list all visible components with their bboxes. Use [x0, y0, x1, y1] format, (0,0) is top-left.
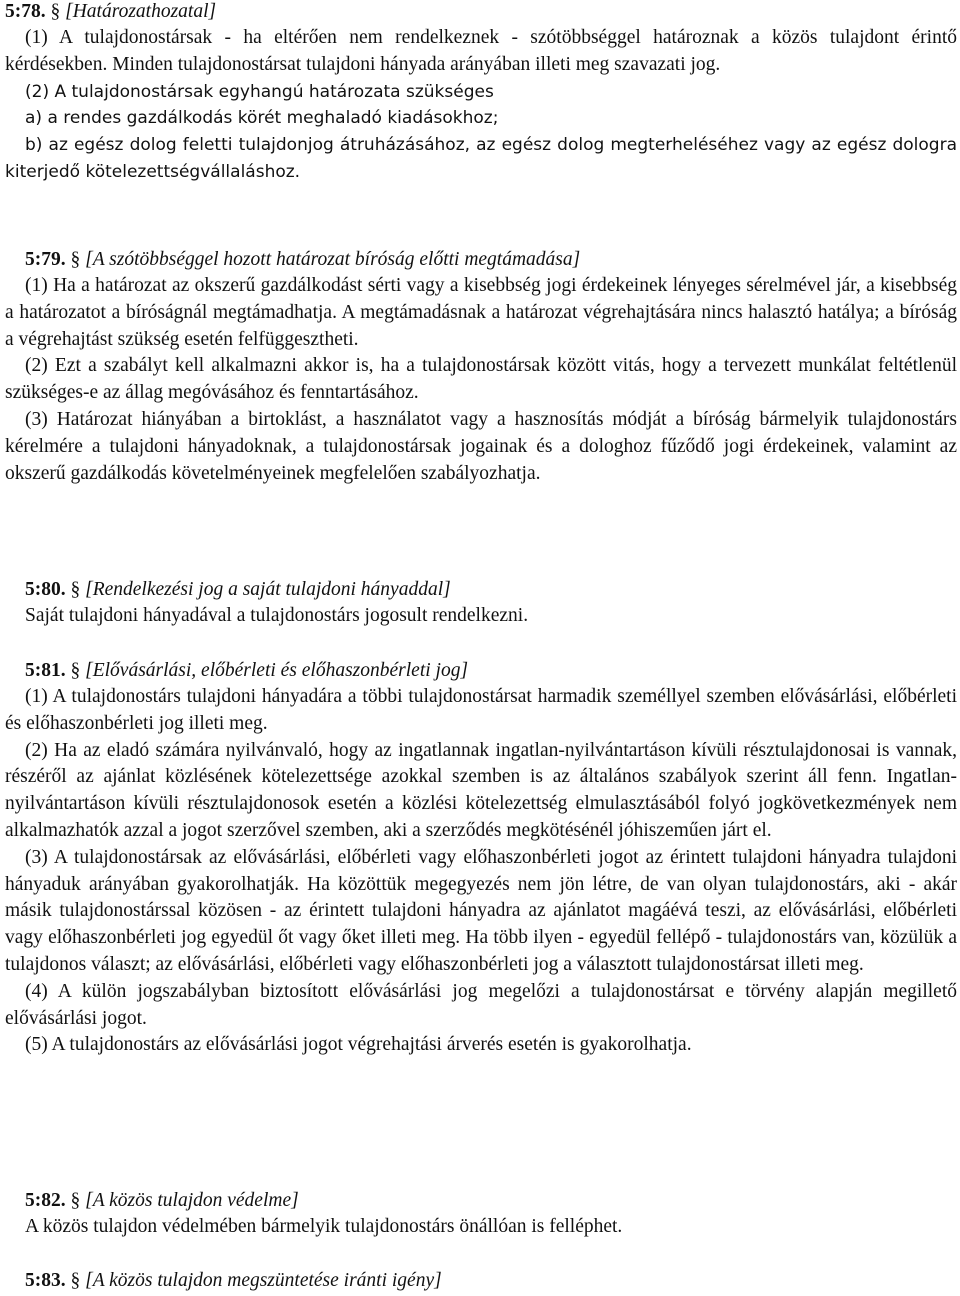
paragraph: (2) A tulajdonostársak egyhangú határozata szükséges: [25, 81, 494, 102]
section-title: [Rendelkezési jog a saját tulajdoni hányaddal]: [85, 579, 451, 600]
section-title: [Határozathozatal]: [65, 1, 217, 22]
section-number: 5:81.: [25, 660, 66, 681]
section-5-82: [5, 1187, 957, 1241]
section-5-81: [5, 657, 957, 1059]
section-heading: [5, 1267, 957, 1294]
section-title: [Elővásárlási, előbérleti és előhaszonbérleti jog]: [85, 660, 469, 681]
paragraph: Saját tulajdoni hányadával a tulajdonostárs jogosult rendelkezni.: [25, 605, 529, 626]
section-5-79: [5, 246, 957, 487]
paragraph: A közös tulajdon védelmében bármelyik tulajdonostárs önállóan is felléphet.: [25, 1216, 623, 1237]
paragraph-sign: §: [70, 249, 81, 270]
section-5-78: [5, 0, 957, 186]
paragraph: (1) Ha a határozat az okszerű gazdálkodást sérti vagy a kisebbség jogi érdekeinek lényeges sérelmével jár, a kisebbség a határozatot a bíróságnál megtámadhatja. A megtámadásnak a határozat végrehajtására nincs halasztó hatálya; a bíróság a végrehajtást szükség esetén felfüggesztheti.: [5, 275, 957, 350]
section-heading: [5, 657, 957, 684]
paragraph-sign: §: [70, 1190, 81, 1211]
paragraph-sign: §: [70, 660, 81, 681]
section-heading: [5, 0, 957, 25]
paragraph: (1) A tulajdonostárs tulajdoni hányadára a többi tulajdonostársat harmadik személlyel szemben elővásárlási, előbérleti és előhaszonbérleti jog illeti meg.: [5, 686, 957, 734]
paragraph: (3) Határozat hiányában a birtoklást, a használatot vagy a hasznosítás módját a bíróság bármelyik tulajdonostárs kérelmére a tulajdoni hányadoknak, a tulajdonostársak jogainak és a dologhoz fűződő jogi érdekeinek, valamint az okszerű gazdálkodás követelményeinek megfelelően szabályozhatja.: [5, 408, 957, 484]
section-5-80: [5, 576, 957, 630]
paragraph: (5) A tulajdonostárs az elővásárlási jogot végrehajtási árverés esetén is gyakorolhatja.: [25, 1034, 692, 1056]
section-number: 5:82.: [25, 1190, 66, 1211]
section-number: 5:78.: [5, 1, 46, 22]
section-title: [A közös tulajdon megszüntetése iránti igény]: [85, 1270, 442, 1291]
section-title: [A szótöbbséggel hozott határozat bíróság előtti megtámadása]: [85, 249, 581, 270]
paragraph: (3) A tulajdonostársak az elővásárlási, előbérleti vagy előhaszonbérleti jogot az érintett tulajdoni hányadra tulajdoni hányaduk arányában gyakorolhatják. Ha közöttük megegyezés nem jön létre, de van olyan tulajdonostárs, aki - akár másik tulajdonostárssal közösen - az érintett tulajdoni hányadra az ajánlatot magáévá teszi, az elővásárlási, előbérleti vagy előhaszonbérleti jog egyedül őt vagy őket illeti meg. Ha több ilyen - egyedül fellépő - tulajdonostárs van, közülük a tulajdonos választ; az elővásárlási, előbérleti vagy előhaszonbérleti jog a választott tulajdonostársat illeti meg.: [5, 846, 957, 975]
paragraph: (2) Ezt a szabályt kell alkalmazni akkor is, ha a tulajdonostársak között vitás, hogy a tervezett munkálat feltétlenül szükséges-e az állag megóvásához és fenntartásához.: [5, 355, 957, 404]
section-number: 5:80.: [25, 579, 66, 600]
list-item: b) az egész dolog feletti tulajdonjog átruházásához, az egész dolog megterheléséhez vagy az egész dologra kiterjedő kötelezettségvállaláshoz.: [5, 135, 957, 182]
section-5-83: [5, 1267, 957, 1294]
section-number: 5:79.: [25, 249, 66, 270]
paragraph: (1) A tulajdonostársak - ha eltérően nem rendelkeznek - szótöbbséggel határoznak a közös tulajdont érintő kérdésekben. Minden tulajdonostársat tulajdoni hányada arányában illeti meg szavazati jog.: [5, 27, 957, 75]
list-item: a) a rendes gazdálkodás körét meghaladó kiadásokhoz;: [25, 108, 499, 129]
paragraph-sign: §: [70, 1270, 81, 1291]
paragraph: (2) Ha az eladó számára nyilvánvaló, hogy az ingatlannak ingatlan-nyilvántartáson kívüli résztulajdonosai is vannak, részéről az ajánlat közlésének kötelezettsége azokkal szemben is az általános szabályok szerint áll fenn. Ingatlan-nyilvántartáson kívüli résztulajdonosok esetén a közlési kötelezettség elmulasztásából folyó jogkövetkezmények nem alkalmazhatók azzal a jogot szerzővel szemben, aki a szerződés megkötésénél jóhiszeműen járt el.: [5, 739, 957, 841]
section-heading: [5, 576, 957, 603]
section-number: 5:83.: [25, 1270, 66, 1291]
section-heading: [5, 1187, 957, 1214]
section-heading: [5, 246, 957, 273]
paragraph-sign: §: [50, 1, 61, 22]
paragraph: (4) A külön jogszabályban biztosított elővásárlási jog megelőzi a tulajdonostársat e törvény alapján megillető elővásárlási jogot.: [5, 980, 957, 1029]
section-title: [A közös tulajdon védelme]: [85, 1190, 299, 1211]
paragraph-sign: §: [70, 579, 81, 600]
